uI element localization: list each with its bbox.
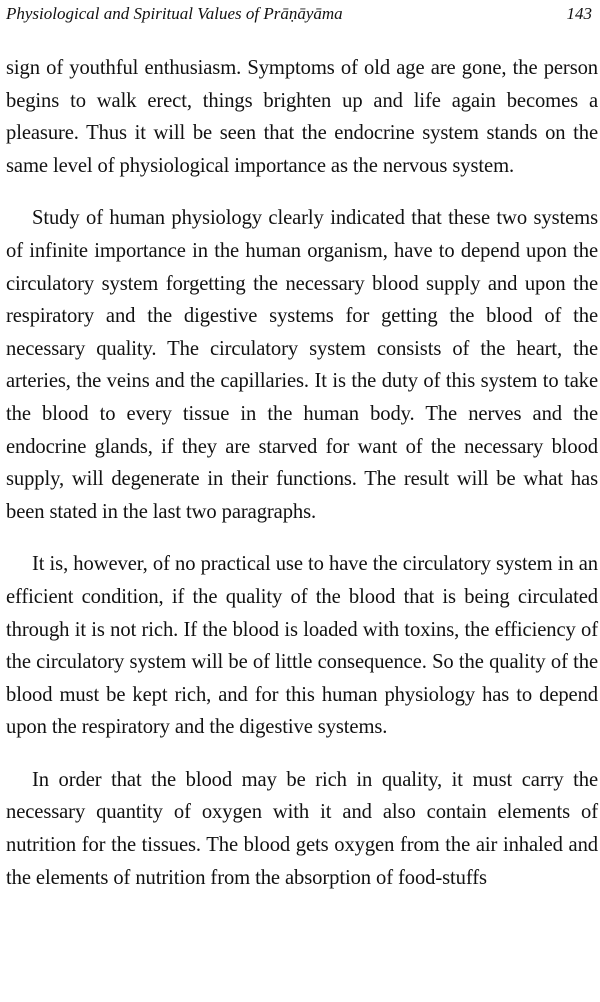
paragraph-continued: sign of youthful enthusiasm. Symptoms of old age are gone, the person begins to walk erect, things brighten up and life again becomes a pleasure. Thus it will be seen that the endocrine system stands on the same level of physiological importance as the nervous system. — [6, 57, 598, 177]
paragraph: In order that the blood may be rich in quality, it must carry the necessary quantity of oxygen with it and also contain elements of nutrition for the tissues. The blood gets oxygen from the air inhaled and the elements of nutrition from the absorption of food-stuffs — [6, 768, 598, 889]
body-text — [6, 52, 598, 914]
running-header — [6, 2, 594, 26]
paragraph: It is, however, of no practical use to have the circulatory system in an efficient condition, if the quality of the blood that is being circulated through it is not rich. If the blood is loaded with toxins, the efficiency of the circulatory system will be of little consequence. So the quality of the blood must be kept rich, and for this human physiology has to depend upon the respiratory and the digestive systems. — [6, 553, 598, 739]
page-number: 143 — [566, 4, 592, 23]
paragraph: Study of human physiology clearly indicated that these two systems of infinite importance in the human organism, have to depend upon the circulatory system forgetting the necessary blood supply and upon the respiratory and the digestive systems for getting the blood of the necessary quality. The circulatory system consists of the heart, the arteries, the veins and the capillaries. It is the duty of this system to take the blood to every tissue in the human body. The nerves and the endocrine glands, if they are starved for want of the necessary blood supply, will degenerate in their functions. The result will be what has been stated in the last two paragraphs. — [6, 207, 598, 523]
running-title: Physiological and Spiritual Values of Prāṇāyāma — [6, 4, 343, 23]
